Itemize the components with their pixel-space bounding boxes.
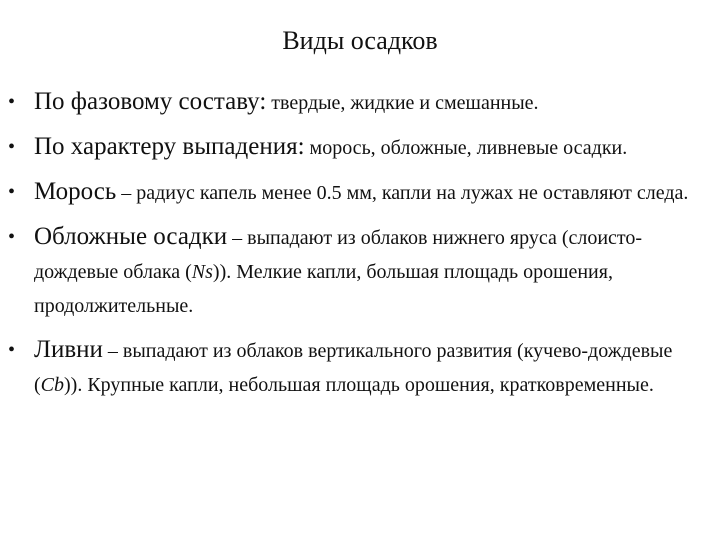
bullet-desc: морось, обложные, ливневые осадки. [304, 137, 628, 159]
bullet-desc [34, 340, 672, 396]
bullet-dot-icon: • [8, 181, 16, 203]
bullet-term: Ливни [34, 336, 103, 363]
bullet-desc-after: )). Мелкие капли, большая площадь орошения, продолжительные. [34, 261, 613, 317]
bullet-list [0, 86, 720, 413]
cloud-abbr-cb: Cb [40, 374, 65, 396]
bullet-term: Морось [34, 178, 117, 205]
slide-title: Виды осадков [282, 26, 438, 55]
bullet-drizzle [0, 176, 720, 211]
bullet-dot-icon: • [8, 136, 16, 158]
bullet-term: Обложные осадки [34, 223, 228, 250]
bullet-dot-icon: • [8, 226, 16, 248]
bullet-dot-icon: • [8, 339, 16, 361]
bullet-term: По характеру выпадения: [34, 133, 305, 160]
bullet-desc-after: )). Крупные капли, небольшая площадь орошения, кратковременные. [64, 374, 654, 396]
bullet-showers [0, 334, 720, 403]
bullet-desc-before: – выпадают из облаков вертикального развития (кучево-дождевые ( [34, 340, 673, 396]
bullet-precip-character [0, 131, 720, 166]
bullet-dot-icon: • [8, 91, 16, 113]
bullet-desc: твердые, жидкие и смешанные. [266, 92, 539, 114]
bullet-phase-composition [0, 86, 720, 121]
bullet-desc: – радиус капель менее 0.5 мм, капли на лужах не оставляют следа. [116, 182, 689, 204]
bullet-term: По фазовому составу: [34, 88, 267, 115]
bullet-continuous-precip [0, 221, 720, 324]
bullet-desc-before: – выпадают из облаков нижнего яруса (слоисто-дождевые облака ( [34, 227, 643, 283]
cloud-abbr-ns: Ns [191, 261, 213, 283]
